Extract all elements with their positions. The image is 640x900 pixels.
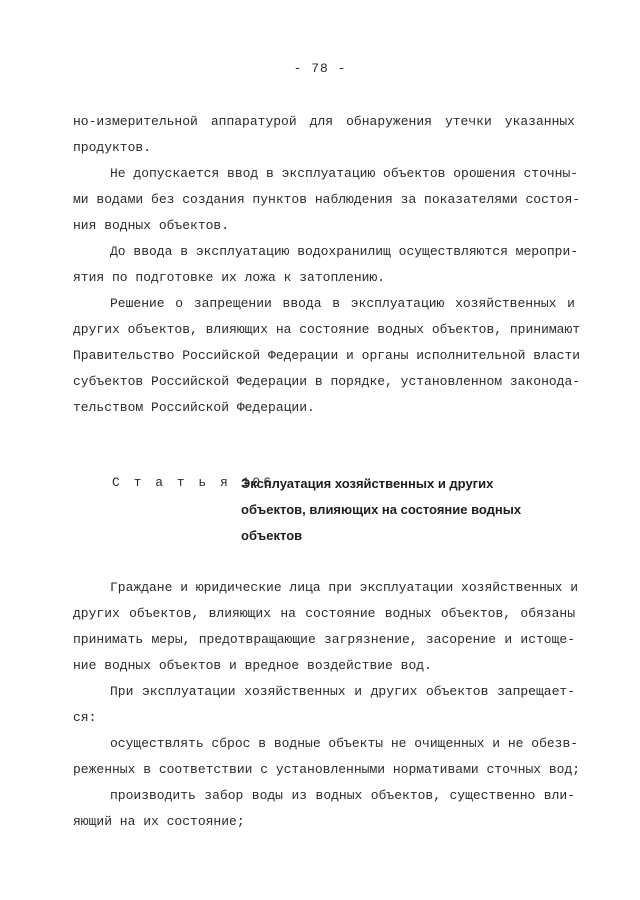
text-line: других объектов, влияющих на состояние водных объектов, обязаны — [73, 606, 575, 621]
text-line: ми водами без создания пунктов наблюдения за показателями состоя- — [73, 192, 581, 207]
article-title-line: Эксплуатация хозяйственных и других — [241, 476, 494, 491]
text-line: производить забор воды из водных объектов, существенно вли- — [110, 788, 575, 803]
text-line: субъектов Российской Федерации в порядке, установленном законода- — [73, 374, 581, 389]
page-number: - 78 - — [293, 61, 347, 76]
article-title-line: объектов, влияющих на состояние водных — [241, 502, 522, 517]
text-line: Граждане и юридические лица при эксплуатации хозяйственных и — [110, 580, 579, 595]
text-line: До ввода в эксплуатацию водохранилищ осуществляются меропри- — [110, 244, 579, 259]
text-line: других объектов, влияющих на состояние водных объектов, принимают — [73, 322, 581, 337]
text-line: ния водных объектов. — [73, 218, 230, 233]
text-line: принимать меры, предотвращающие загрязнение, засорение и истоще- — [73, 632, 575, 647]
text-line: ние водных объектов и вредное воздействие вод. — [73, 658, 432, 673]
text-line: Решение о запрещении ввода в эксплуатацию хозяйственных и — [110, 296, 575, 311]
text-line: При эксплуатации хозяйственных и других объектов запрещает- — [110, 684, 575, 699]
text-line: продуктов. — [73, 140, 152, 155]
article-title-line: объектов — [241, 528, 303, 543]
text-line: но-измерительной аппаратурой для обнаружения утечки указанных — [73, 114, 575, 129]
text-line: реженных в соответствии с установленными нормативами сточных вод; — [73, 762, 581, 777]
text-line: ятия по подготовке их ложа к затоплению. — [73, 270, 386, 285]
text-line: яющий на их состояние; — [73, 814, 245, 829]
article-label: С т а т ь я 106. — [112, 475, 285, 490]
text-line: Не допускается ввод в эксплуатацию объектов орошения сточны- — [110, 166, 579, 181]
text-line: ся: — [73, 710, 97, 725]
text-line: осуществлять сброс в водные объекты не очищенных и не обезв- — [110, 736, 579, 751]
text-line: Правительство Российской Федерации и органы исполнительной власти — [73, 348, 581, 363]
text-line: тельством Российской Федерации. — [73, 400, 315, 415]
